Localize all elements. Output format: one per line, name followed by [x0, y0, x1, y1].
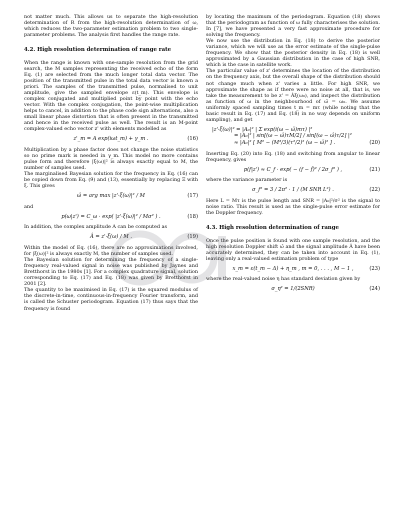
equation-number: (20) [369, 139, 380, 146]
paragraph: Once the pulse position is found with one sample resolution, and the high resolution Doppler shift ω̂ and the signal amplitude Â have been accurately determined, they can be taken into account in Eq. (1), leaving only a real-valued estimation problem of type [206, 237, 380, 262]
equation-number: (23) [369, 265, 380, 272]
paragraph: In addition, the complex amplitude A can be computed as [24, 224, 168, 231]
paragraph: Inserting Eq. (20) into Eq. (18) and switching from angular to linear frequency, gives [206, 150, 380, 163]
right-column [206, 14, 380, 297]
paragraph: Multiplication by a phase factor does not change the noise statistics so no prime mark is needed in γ_m. This model no more contains pulse form and therefore |ξ(ω)|² is always exactly equal to M, the number of samples used. [24, 146, 198, 171]
equation-line: |z'·ξ(ω)|² = |A₀|² | Σ exp(i(ω − ω̂)mτ) |² [212, 126, 313, 133]
paragraph: The marginalised Bayesian solution for the frequency in Eq. (16) can be copied down from Eq. (9) and (13), essentially by replacing Ξ with ξ. This gives [24, 171, 198, 190]
equation-body: p(ω|z') = C_ω · exp( |z'·ξ(ω)|² / Mσ² ) . [61, 213, 161, 220]
paragraph: The Bayesian solution for determining the frequency of a single-frequency real-valued signal in noise was published by Jaynes and Bretthorst in the 1980s [1]. For a complex quadrature signal, solution corresponding to Eq. (17) and Eq. (18) was given by Bretthorst in 2001 [2]. [24, 257, 198, 288]
equation-23 [206, 266, 380, 273]
equation-body: σ_f² = 3 / 2π² · 1 / (M SNR L²) . [252, 187, 334, 194]
equation-number: (22) [369, 187, 380, 194]
paragraph: Here L = Mτ is the pulse length and SNR = |A₀|²/σ² is the signal to noise ratio. This result is used as the single-pulse error estimate for the Doppler frequency. [206, 197, 380, 217]
equation-body: z'_m = A exp(iωt_m) + γ_m . [73, 136, 149, 143]
equation-body: Â = z'·ξ(ω) / M . [90, 234, 132, 241]
equation-number: (24) [369, 286, 380, 293]
equation-number: (19) [187, 234, 198, 241]
paragraph: by locating the maximum of the periodogram. Equation (18) shows that the periodogram as function of ω fully characterises the solution. In [7], we have presented a very fast approximate procedure for solving the frequency. [206, 14, 380, 39]
equation-line: ≈ |A₀|² [ M² − (M³/3)(τ²/2)² (ω − ω̂)² ] . [234, 140, 336, 147]
equation-body: ω̂ = arg max |z'·ξ(ω)|² / M [77, 193, 145, 200]
equation-number: (21) [369, 166, 380, 173]
equation-17 [24, 193, 198, 200]
equation-body: σ_η² = 1/(2SNR) [271, 286, 315, 293]
equation-body: p(f|z') ≈ C_f · exp( − (f − f̂)² / 2σ_f² ) , [243, 166, 343, 173]
paragraph: When the range is known with one-sample resolution from the grid search, the M samples representing the received echo of the form Eq. (1) are selected from the much longer total data vector. The position of the transmitted pulse in the total data vector is known a priori. The samples of the transmitted pulse, normalised to unit amplitude, give the sampled envelope ε(t_m). This envelope is complex conjugated and multiplied point by point with the echo vector. With the complex conjugation, the point-wise multiplication helps to cancel, in addition to the phase code sign alternations, also a small linear phase distortion that is often present in the transmitted and hence in the received pulse as well. The result is an M-point complex-valued echo vector z' with elements modelled as [24, 59, 198, 133]
equation-22 [206, 187, 380, 194]
paragraph: where the variance parameter is [206, 177, 288, 184]
section-heading-4-3: 4.3. High resolution determination of range [206, 225, 339, 232]
equation-number: (18) [187, 213, 198, 220]
equation-19 [24, 234, 198, 241]
equation-body: x_m = ε(t_m − Δ) + η_m , m = 0, . . . , M − 1 , [232, 265, 354, 272]
left-column [24, 14, 198, 312]
intro-paragraph: not matter much. This allows us to separate the high-resolution determination of R from the high-resolution determination of ω, which reduces the two-parameter estimation problem to two single-parameter problems. The analysis first handles the range rate. [24, 14, 198, 39]
paragraph: Within the model of Eq. (16), there are no approximations involved, for |ξ(ω)|² is always exactly M, the number of samples used. [24, 245, 198, 258]
equation-18 [24, 214, 198, 221]
equation-line: = |A₀|² | sin[(ω − ω̂)τM/2] / sin[(ω − ω̂)τ/2] |² [234, 133, 352, 140]
paragraph: where the real-valued noise η has standard deviation given by [206, 276, 361, 283]
equation-24 [206, 286, 380, 293]
equation-16 [24, 136, 198, 143]
equation-number: (16) [187, 136, 198, 143]
equation-number: (17) [187, 193, 198, 200]
equation-20 [206, 127, 380, 147]
equation-21 [206, 167, 380, 174]
paragraph: The particular value of z' determines the location of the distribution on the frequency axis, but the overall shape of the distribution should not change much when z' varies a little. For high SNR, we approximate the shape as if there were no noise at all, that is, we take the measurement to be z' = Âξ(ω₀), and inspect the distribution as function of ω in the neighbourhood of ω̂ = ω₀. We assume uniformly spaced sampling times t_m = mτ (while noting that the basic result in Eq. (17) and Eq. (18) in no way depends on uniform sampling), and get [206, 68, 380, 123]
paragraph: The quantity to be maximised in Eq. (17) is the squared modulus of the discrete-in-time, continuous-in-frequency Fourier transform, and is called the Schuster periodogram. Equation (17) thus says that the frequency is found [24, 287, 198, 312]
paragraph-and: and [24, 203, 34, 210]
section-heading-4-2: 4.2. High resolution determination of range rate [24, 47, 172, 54]
paragraph: We now use the distribution in Eq. (18) to derive the posterior variance, which we will use as the error estimate of the single-pulse frequency. We show that the posterior density in Eq. (18) is well approximated by a Gaussian distribution in the case of high SNR, which is the case in satellite work. [206, 38, 380, 69]
